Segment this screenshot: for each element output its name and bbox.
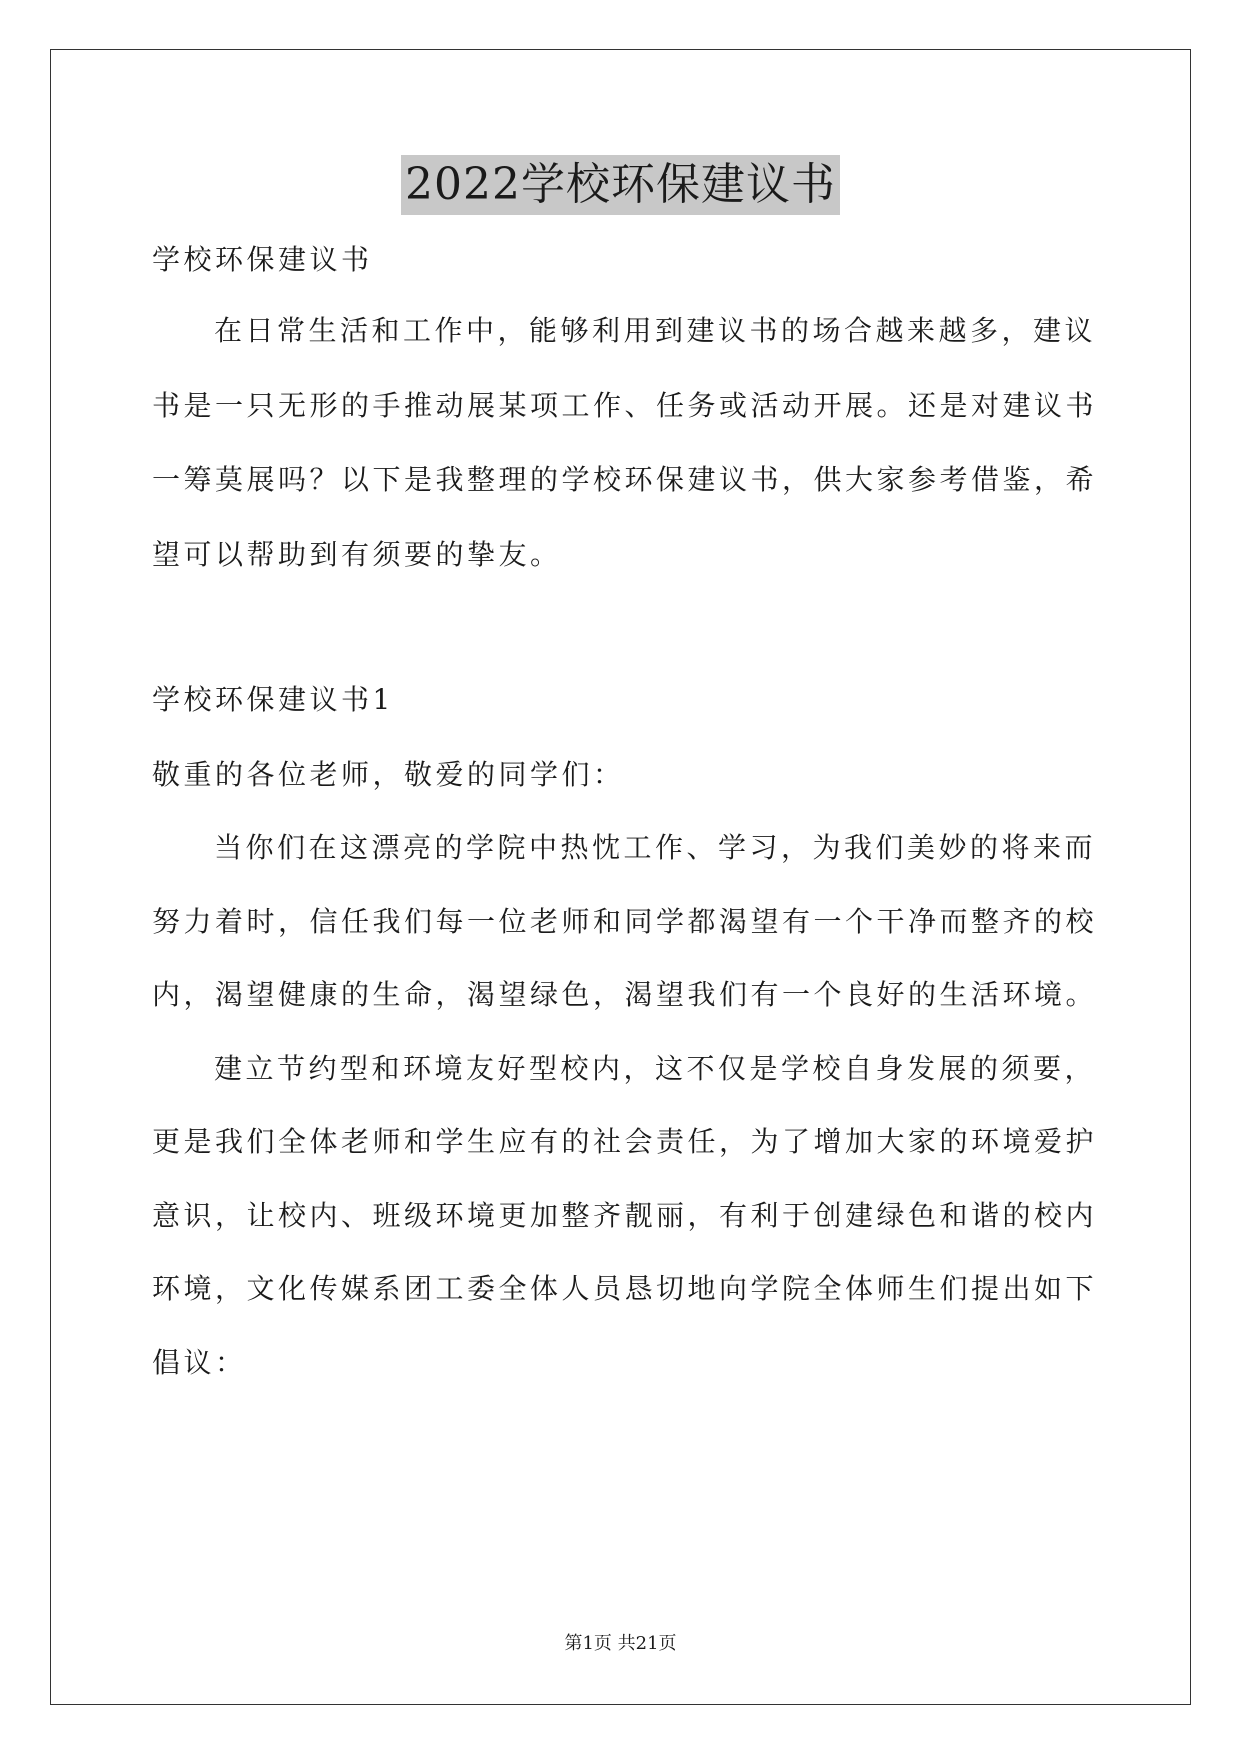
section-heading: 学校环保建议书 bbox=[152, 243, 373, 276]
document-title: 2022学校环保建议书 bbox=[401, 155, 840, 215]
paragraph-line: 一筹莫展吗？以下是我整理的学校环保建议书，供大家参考借鉴，希 bbox=[152, 463, 1098, 496]
paragraph-line: 建立节约型和环境友好型校内，这不仅是学校自身发展的须要， bbox=[214, 1052, 1097, 1085]
paragraph-line: 内，渴望健康的生命，渴望绿色，渴望我们有一个良好的生活环境。 bbox=[152, 978, 1098, 1011]
paragraph-line: 环境，文化传媒系团工委全体人员恳切地向学院全体师生们提出如下 bbox=[152, 1272, 1098, 1305]
page-footer: 第1页 共21页 bbox=[564, 1633, 677, 1654]
paragraph-line: 望可以帮助到有须要的挚友。 bbox=[152, 538, 562, 571]
paragraph-line: 在日常生活和工作中，能够利用到建议书的场合越来越多，建议 bbox=[214, 314, 1097, 347]
paragraph-line: 努力着时，信任我们每一位老师和同学都渴望有一个干净而整齐的校 bbox=[152, 905, 1098, 938]
paragraph-line: 更是我们全体老师和学生应有的社会责任，为了增加大家的环境爱护 bbox=[152, 1125, 1098, 1158]
title-container bbox=[0, 155, 1241, 215]
paragraph-line: 当你们在这漂亮的学院中热忱工作、学习，为我们美妙的将来而 bbox=[214, 831, 1097, 864]
paragraph-line: 意识，让校内、班级环境更加整齐靓丽，有利于创建绿色和谐的校内 bbox=[152, 1199, 1098, 1232]
page-border bbox=[50, 49, 1191, 1705]
paragraph-line: 书是一只无形的手推动展某项工作、任务或活动开展。还是对建议书 bbox=[152, 389, 1098, 422]
salutation: 敬重的各位老师，敬爱的同学们： bbox=[152, 758, 625, 791]
section-heading: 学校环保建议书1 bbox=[152, 683, 394, 716]
paragraph-line: 倡议： bbox=[152, 1346, 247, 1379]
